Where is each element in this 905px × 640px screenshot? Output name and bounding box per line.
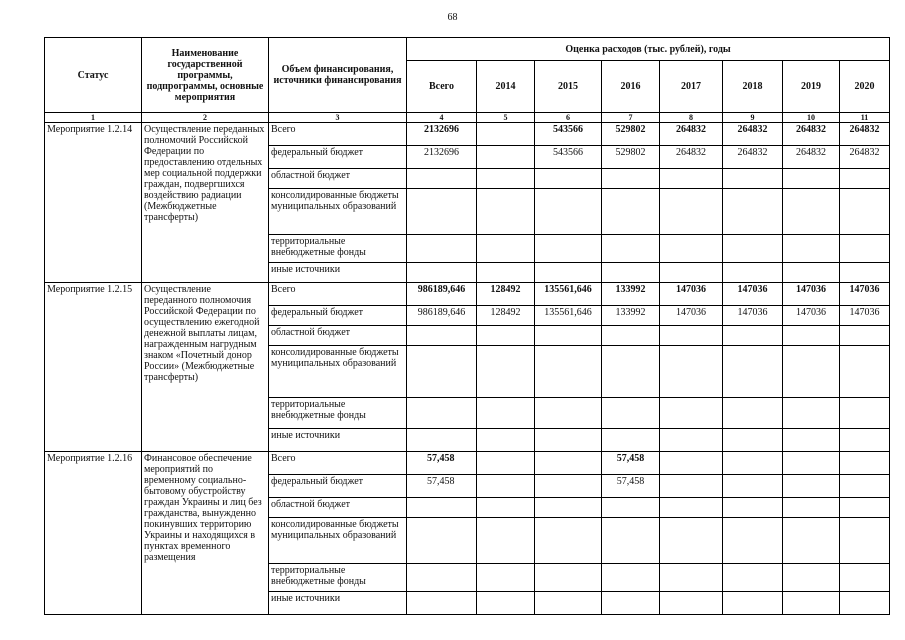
value-cell bbox=[840, 398, 890, 429]
funding-source: федеральный бюджет bbox=[269, 146, 407, 169]
column-number: 11 bbox=[840, 113, 890, 123]
value-cell: 147036 bbox=[723, 283, 783, 306]
value-cell bbox=[407, 518, 477, 564]
value-cell bbox=[723, 235, 783, 263]
value-cell bbox=[783, 429, 840, 452]
value-cell bbox=[535, 452, 602, 475]
value-cell: 986189,646 bbox=[407, 306, 477, 326]
value-cell bbox=[783, 263, 840, 283]
value-cell: 57,458 bbox=[602, 475, 660, 498]
value-cell: 2132696 bbox=[407, 123, 477, 146]
value-cell bbox=[602, 564, 660, 592]
value-cell bbox=[535, 169, 602, 189]
value-cell bbox=[723, 189, 783, 235]
column-number: 8 bbox=[660, 113, 723, 123]
value-cell bbox=[535, 398, 602, 429]
value-cell bbox=[602, 263, 660, 283]
value-cell bbox=[407, 169, 477, 189]
value-cell: 57,458 bbox=[407, 475, 477, 498]
value-cell bbox=[477, 146, 535, 169]
value-cell bbox=[602, 326, 660, 346]
funding-source: иные источники bbox=[269, 263, 407, 283]
value-cell bbox=[660, 398, 723, 429]
value-cell bbox=[477, 592, 535, 615]
value-cell bbox=[783, 452, 840, 475]
value-cell bbox=[535, 475, 602, 498]
value-cell bbox=[535, 326, 602, 346]
value-cell: 264832 bbox=[723, 146, 783, 169]
value-cell: 147036 bbox=[723, 306, 783, 326]
value-cell bbox=[783, 498, 840, 518]
value-cell bbox=[477, 235, 535, 263]
value-cell: 264832 bbox=[723, 123, 783, 146]
value-cell bbox=[660, 498, 723, 518]
value-cell bbox=[407, 189, 477, 235]
value-cell bbox=[660, 452, 723, 475]
value-cell bbox=[660, 263, 723, 283]
value-cell bbox=[477, 398, 535, 429]
column-number: 2 bbox=[142, 113, 269, 123]
measure-status: Мероприятие 1.2.15 bbox=[45, 283, 142, 452]
funding-source: консолидированные бюджеты муниципальных образований bbox=[269, 189, 407, 235]
value-cell bbox=[840, 452, 890, 475]
value-cell bbox=[660, 169, 723, 189]
value-cell bbox=[477, 475, 535, 498]
value-cell bbox=[477, 429, 535, 452]
value-cell bbox=[477, 518, 535, 564]
measure-status: Мероприятие 1.2.16 bbox=[45, 452, 142, 615]
table-row bbox=[45, 123, 890, 146]
value-cell bbox=[660, 346, 723, 398]
value-cell bbox=[723, 518, 783, 564]
value-cell: 147036 bbox=[783, 306, 840, 326]
funding-source: Всего bbox=[269, 452, 407, 475]
value-cell: 57,458 bbox=[407, 452, 477, 475]
value-cell: 135561,646 bbox=[535, 283, 602, 306]
value-cell bbox=[723, 475, 783, 498]
value-cell: 147036 bbox=[783, 283, 840, 306]
value-cell: 147036 bbox=[660, 306, 723, 326]
value-cell: 57,458 bbox=[602, 452, 660, 475]
funding-source: территориальные внебюджетные фонды bbox=[269, 564, 407, 592]
column-number: 9 bbox=[723, 113, 783, 123]
value-cell bbox=[723, 398, 783, 429]
value-cell bbox=[840, 475, 890, 498]
header-year-2015: 2015 bbox=[535, 61, 602, 113]
value-cell bbox=[840, 189, 890, 235]
value-cell bbox=[723, 564, 783, 592]
value-cell bbox=[477, 452, 535, 475]
header-year-2016: 2016 bbox=[602, 61, 660, 113]
value-cell bbox=[477, 326, 535, 346]
funding-source: федеральный бюджет bbox=[269, 475, 407, 498]
funding-source: областной бюджет bbox=[269, 169, 407, 189]
value-cell bbox=[535, 429, 602, 452]
value-cell: 543566 bbox=[535, 123, 602, 146]
funding-source: территориальные внебюджетные фонды bbox=[269, 398, 407, 429]
measure-name: Финансовое обеспечение мероприятий по временному социально-бытовому обустройству граждан Украины и лиц без гражданства, вынужденно покинувших территорию Украины и находящихся в пунктах временного размещения bbox=[142, 452, 269, 615]
value-cell bbox=[535, 564, 602, 592]
value-cell bbox=[840, 346, 890, 398]
value-cell bbox=[723, 452, 783, 475]
header-year-2020: 2020 bbox=[840, 61, 890, 113]
header-year-2019: 2019 bbox=[783, 61, 840, 113]
funding-source: областной бюджет bbox=[269, 326, 407, 346]
value-cell bbox=[602, 189, 660, 235]
value-cell bbox=[407, 263, 477, 283]
value-cell bbox=[602, 429, 660, 452]
value-cell bbox=[407, 235, 477, 263]
value-cell bbox=[783, 398, 840, 429]
value-cell bbox=[783, 169, 840, 189]
value-cell bbox=[535, 263, 602, 283]
value-cell: 147036 bbox=[660, 283, 723, 306]
value-cell bbox=[535, 235, 602, 263]
value-cell bbox=[783, 326, 840, 346]
value-cell bbox=[477, 346, 535, 398]
value-cell bbox=[660, 564, 723, 592]
funding-source: Всего bbox=[269, 283, 407, 306]
value-cell bbox=[783, 346, 840, 398]
column-number: 1 bbox=[45, 113, 142, 123]
value-cell bbox=[477, 564, 535, 592]
value-cell: 128492 bbox=[477, 306, 535, 326]
value-cell bbox=[602, 346, 660, 398]
value-cell bbox=[535, 592, 602, 615]
value-cell bbox=[407, 498, 477, 518]
header-volume: Объем финансирования, источники финансирования bbox=[269, 38, 407, 113]
value-cell: 264832 bbox=[660, 146, 723, 169]
value-cell bbox=[723, 429, 783, 452]
table-body bbox=[45, 123, 890, 615]
value-cell bbox=[602, 398, 660, 429]
value-cell bbox=[840, 263, 890, 283]
budget-table bbox=[44, 37, 890, 615]
value-cell bbox=[660, 235, 723, 263]
value-cell: 264832 bbox=[783, 123, 840, 146]
value-cell bbox=[407, 326, 477, 346]
funding-source: федеральный бюджет bbox=[269, 306, 407, 326]
value-cell bbox=[783, 592, 840, 615]
value-cell: 264832 bbox=[660, 123, 723, 146]
value-cell bbox=[535, 346, 602, 398]
value-cell: 135561,646 bbox=[535, 306, 602, 326]
value-cell bbox=[602, 592, 660, 615]
value-cell bbox=[783, 189, 840, 235]
funding-source: территориальные внебюджетные фонды bbox=[269, 235, 407, 263]
value-cell: 529802 bbox=[602, 123, 660, 146]
header-year-2017: 2017 bbox=[660, 61, 723, 113]
value-cell bbox=[840, 592, 890, 615]
value-cell bbox=[602, 235, 660, 263]
value-cell: 133992 bbox=[602, 306, 660, 326]
value-cell bbox=[660, 518, 723, 564]
measure-name: Осуществление переданных полномочий Российской Федерации по предоставлению отдельных мер социальной поддержки граждан, подвергшихся воздействию радиации (Межбюджетные трансферты) bbox=[142, 123, 269, 283]
header-status: Статус bbox=[45, 38, 142, 113]
value-cell bbox=[840, 235, 890, 263]
table-row bbox=[45, 283, 890, 306]
value-cell bbox=[535, 189, 602, 235]
value-cell bbox=[840, 518, 890, 564]
value-cell: 264832 bbox=[783, 146, 840, 169]
value-cell bbox=[660, 326, 723, 346]
header-year-2018: 2018 bbox=[723, 61, 783, 113]
value-cell bbox=[477, 123, 535, 146]
column-number: 3 bbox=[269, 113, 407, 123]
value-cell bbox=[477, 263, 535, 283]
funding-source: иные источники bbox=[269, 429, 407, 452]
funding-source: консолидированные бюджеты муниципальных образований bbox=[269, 346, 407, 398]
column-number: 5 bbox=[477, 113, 535, 123]
value-cell bbox=[723, 592, 783, 615]
value-cell bbox=[660, 189, 723, 235]
column-number: 6 bbox=[535, 113, 602, 123]
funding-source: Всего bbox=[269, 123, 407, 146]
value-cell bbox=[660, 475, 723, 498]
value-cell bbox=[783, 475, 840, 498]
value-cell bbox=[407, 429, 477, 452]
header-estimate: Оценка расходов (тыс. рублей), годы bbox=[407, 38, 890, 61]
value-cell: 2132696 bbox=[407, 146, 477, 169]
column-number: 10 bbox=[783, 113, 840, 123]
value-cell: 128492 bbox=[477, 283, 535, 306]
value-cell bbox=[477, 169, 535, 189]
value-cell bbox=[602, 518, 660, 564]
value-cell: 133992 bbox=[602, 283, 660, 306]
header-name: Наименование государственной программы, подпрограммы, основные мероприятия bbox=[142, 38, 269, 113]
value-cell bbox=[407, 592, 477, 615]
value-cell bbox=[660, 592, 723, 615]
value-cell bbox=[840, 498, 890, 518]
value-cell: 529802 bbox=[602, 146, 660, 169]
value-cell bbox=[407, 346, 477, 398]
funding-source: иные источники bbox=[269, 592, 407, 615]
value-cell bbox=[840, 564, 890, 592]
value-cell bbox=[840, 429, 890, 452]
value-cell bbox=[602, 498, 660, 518]
value-cell bbox=[840, 169, 890, 189]
value-cell bbox=[477, 498, 535, 518]
table-row bbox=[45, 452, 890, 475]
value-cell bbox=[723, 326, 783, 346]
funding-source: консолидированные бюджеты муниципальных образований bbox=[269, 518, 407, 564]
funding-source: областной бюджет bbox=[269, 498, 407, 518]
value-cell: 264832 bbox=[840, 123, 890, 146]
measure-name: Осуществление переданного полномочия Российской Федерации по осуществлению ежегодной денежной выплаты лицам, награжденным нагрудным знаком «Почетный донор России» (Межбюджетные трансферты) bbox=[142, 283, 269, 452]
value-cell bbox=[723, 169, 783, 189]
value-cell bbox=[783, 564, 840, 592]
page-number: 68 bbox=[447, 12, 458, 23]
header-year-2014: 2014 bbox=[477, 61, 535, 113]
value-cell: 543566 bbox=[535, 146, 602, 169]
value-cell: 264832 bbox=[840, 146, 890, 169]
value-cell bbox=[535, 498, 602, 518]
value-cell bbox=[723, 263, 783, 283]
value-cell bbox=[783, 518, 840, 564]
value-cell: 986189,646 bbox=[407, 283, 477, 306]
value-cell bbox=[723, 498, 783, 518]
value-cell bbox=[723, 346, 783, 398]
value-cell bbox=[477, 189, 535, 235]
value-cell bbox=[602, 169, 660, 189]
value-cell bbox=[783, 235, 840, 263]
column-number: 4 bbox=[407, 113, 477, 123]
column-number: 7 bbox=[602, 113, 660, 123]
value-cell bbox=[407, 398, 477, 429]
value-cell bbox=[660, 429, 723, 452]
measure-status: Мероприятие 1.2.14 bbox=[45, 123, 142, 283]
value-cell: 147036 bbox=[840, 283, 890, 306]
value-cell bbox=[840, 326, 890, 346]
value-cell bbox=[407, 564, 477, 592]
value-cell bbox=[535, 518, 602, 564]
value-cell: 147036 bbox=[840, 306, 890, 326]
header-year-total: Всего bbox=[407, 61, 477, 113]
